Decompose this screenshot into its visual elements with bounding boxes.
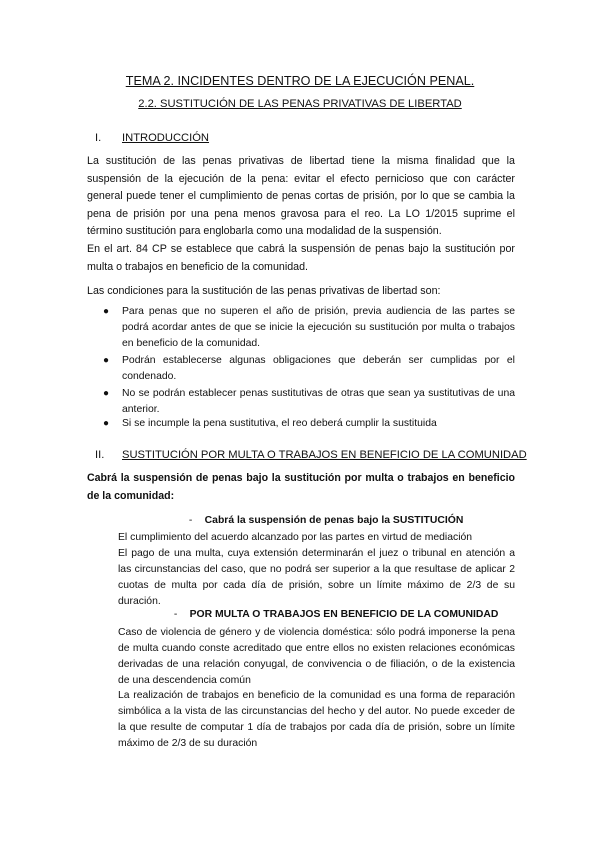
subheading-multa-trabajos-text: POR MULTA O TRABAJOS EN BENEFICIO DE LA COMUNIDAD	[189, 609, 499, 620]
intro-paragraph-3: Las condiciones para la sustitución de las penas privativas de libertad son:	[87, 285, 441, 297]
condition-item: Para penas que no superen el año de prisión, previa audiencia de las partes se podrá acordar antes de que se inicie la ejecución su sustitución por multa o trabajos en beneficio de la comunidad.	[122, 306, 515, 349]
sustitucion-item: El cumplimiento del acuerdo alcanzado por las partes en virtud de mediación	[118, 532, 473, 543]
section-2-title: SUSTITUCIÓN POR MULTA O TRABAJOS EN BENEFICIO DE LA COMUNIDAD	[122, 449, 527, 461]
subheading-sustitucion	[0, 515, 600, 526]
bullet-icon: ●	[103, 418, 110, 429]
subheading-sustitucion-text: Cabrá la suspensión de penas bajo la SUSTITUCIÓN	[204, 515, 464, 526]
section-2-number: II.	[95, 449, 105, 461]
multa-trabajos-item: Caso de violencia de género y de violencia doméstica: sólo podrá imponerse la pena de multa cuando conste acreditado que entre ellos no existen relaciones económicas derivadas de una relación conyugal, de convivencia o de filiación, o de la existencia de una descendencia común	[118, 627, 515, 686]
dash-marker: -	[173, 609, 178, 620]
dash-marker: -	[188, 515, 193, 526]
subheading-multa-trabajos	[0, 609, 600, 620]
section-1-heading	[95, 132, 209, 144]
page-title: TEMA 2. INCIDENTES DENTRO DE LA EJECUCIÓN PENAL.	[125, 74, 475, 88]
section-2-intro: Cabrá la suspensión de penas bajo la sustitución por multa o trabajos en beneficio de la comunidad:	[87, 472, 515, 502]
condition-item: Si se incumple la pena sustitutiva, el reo deberá cumplir la sustituida	[122, 418, 437, 429]
section-1-number: I.	[95, 132, 102, 144]
page-subtitle: 2.2. SUSTITUCIÓN DE LAS PENAS PRIVATIVAS DE LIBERTAD	[138, 98, 462, 110]
bullet-icon: ●	[103, 388, 110, 399]
bullet-icon: ●	[103, 306, 110, 317]
condition-item: No se podrán establecer penas sustitutivas de otras que sean ya sustitutivas de una anterior.	[122, 388, 515, 415]
sustitucion-item: El pago de una multa, cuya extensión determinarán el juez o tribunal en atención a las circunstancias del caso, que no podrá ser superior a la que resultase de aplicar 2 cuotas de multa por cada día de prisión, sobre un límite máximo de 2/3 de su duración.	[118, 548, 515, 607]
intro-paragraph-1: La sustitución de las penas privativas de libertad tiene la misma finalidad que la suspensión de la ejecución de la pena: evitar el efecto pernicioso que con carácter general puede tener el cumplimiento de penas cortas de prisión, por lo que se cambia la pena de prisión por una pena menos gravosa para el reo. La LO 1/2015 suprime el término sustitución para englobarla como una modalidad de la suspensión.	[87, 155, 515, 237]
condition-item: Podrán establecerse algunas obligaciones que deberán ser cumplidas por el condenado.	[122, 355, 515, 382]
section-2-heading	[95, 449, 527, 461]
section-1-title: INTRODUCCIÓN	[122, 132, 210, 144]
bullet-icon: ●	[103, 355, 110, 366]
intro-paragraph-2: En el art. 84 CP se establece que cabrá la suspensión de penas bajo la sustitución por multa o trabajos en beneficio de la comunidad.	[87, 243, 515, 273]
multa-trabajos-item: La realización de trabajos en beneficio de la comunidad es una forma de reparación simbólica a la vista de las circunstancias del hecho y del autor. No puede exceder de la que resulte de computar 1 día de trabajos por cada día de prisión, sobre un límite máximo de 2/3 de su duración	[118, 690, 515, 749]
